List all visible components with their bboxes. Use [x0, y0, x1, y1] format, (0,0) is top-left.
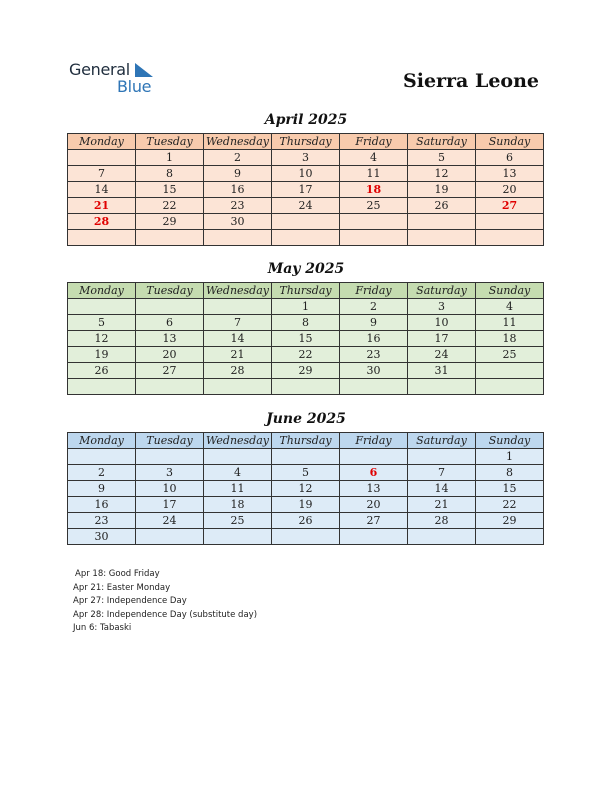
- week-row: [68, 497, 544, 513]
- day-cell: 1: [136, 150, 204, 166]
- weekday-header-sunday: Sunday: [476, 283, 544, 299]
- day-cell: 1: [272, 299, 340, 315]
- day-cell: 2: [340, 299, 408, 315]
- weekday-header-friday: Friday: [340, 283, 408, 299]
- weekday-header-saturday: Saturday: [408, 283, 476, 299]
- day-cell: 24: [272, 198, 340, 214]
- day-cell: 29: [476, 513, 544, 529]
- empty-day-cell: [408, 529, 476, 545]
- day-cell: 11: [476, 315, 544, 331]
- day-cell: 18: [340, 182, 408, 198]
- week-row: [68, 198, 544, 214]
- day-cell: 24: [408, 347, 476, 363]
- day-cell: 19: [272, 497, 340, 513]
- holiday-note: Apr 28: Independence Day (substitute day): [73, 609, 258, 620]
- calendar-may: [67, 282, 544, 395]
- day-cell: 23: [204, 198, 272, 214]
- empty-day-cell: [272, 529, 340, 545]
- day-cell: 17: [136, 497, 204, 513]
- day-cell: 26: [68, 363, 136, 379]
- day-cell: 21: [408, 497, 476, 513]
- empty-day-cell: [408, 230, 476, 246]
- day-cell: 4: [204, 465, 272, 481]
- day-cell: 20: [136, 347, 204, 363]
- country-title: Sierra Leone: [403, 70, 539, 92]
- day-cell: 16: [340, 331, 408, 347]
- day-cell: 23: [68, 513, 136, 529]
- empty-day-cell: [136, 449, 204, 465]
- empty-day-cell: [68, 230, 136, 246]
- empty-day-cell: [408, 214, 476, 230]
- day-cell: 9: [340, 315, 408, 331]
- week-row: [68, 481, 544, 497]
- week-row: [68, 363, 544, 379]
- day-cell: 26: [408, 198, 476, 214]
- day-cell: 22: [136, 198, 204, 214]
- empty-day-cell: [136, 529, 204, 545]
- day-cell: 9: [204, 166, 272, 182]
- day-cell: 6: [136, 315, 204, 331]
- weekday-header-tuesday: Tuesday: [136, 283, 204, 299]
- week-row: [68, 465, 544, 481]
- week-row: [68, 449, 544, 465]
- weekday-header-friday: Friday: [340, 433, 408, 449]
- day-cell: 30: [340, 363, 408, 379]
- month-title-may: May 2025: [267, 261, 345, 277]
- day-cell: 11: [340, 166, 408, 182]
- day-cell: 27: [136, 363, 204, 379]
- empty-day-cell: [340, 529, 408, 545]
- weekday-header-tuesday: Tuesday: [136, 134, 204, 150]
- calendar-april: [67, 133, 544, 246]
- empty-day-cell: [204, 299, 272, 315]
- weekday-header-row: [68, 283, 544, 299]
- empty-day-cell: [68, 299, 136, 315]
- weekday-header-wednesday: Wednesday: [204, 134, 272, 150]
- day-cell: 1: [476, 449, 544, 465]
- day-cell: 29: [136, 214, 204, 230]
- day-cell: 21: [68, 198, 136, 214]
- day-cell: 24: [136, 513, 204, 529]
- day-cell: 3: [408, 299, 476, 315]
- weekday-header-thursday: Thursday: [272, 433, 340, 449]
- week-row: [68, 214, 544, 230]
- week-row: [68, 166, 544, 182]
- weekday-header-thursday: Thursday: [272, 134, 340, 150]
- month-title-june: June 2025: [266, 411, 346, 427]
- day-cell: 15: [476, 481, 544, 497]
- empty-day-cell: [136, 299, 204, 315]
- empty-day-cell: [68, 150, 136, 166]
- day-cell: 18: [476, 331, 544, 347]
- day-cell: 4: [476, 299, 544, 315]
- empty-day-cell: [272, 214, 340, 230]
- day-cell: 10: [136, 481, 204, 497]
- day-cell: 13: [340, 481, 408, 497]
- empty-day-cell: [476, 363, 544, 379]
- empty-day-cell: [204, 529, 272, 545]
- day-cell: 12: [408, 166, 476, 182]
- logo-blue-text: Blue: [117, 77, 152, 96]
- week-row: [68, 230, 544, 246]
- empty-day-cell: [340, 379, 408, 395]
- empty-day-cell: [476, 230, 544, 246]
- day-cell: 20: [476, 182, 544, 198]
- day-cell: 14: [204, 331, 272, 347]
- day-cell: 13: [136, 331, 204, 347]
- day-cell: 15: [136, 182, 204, 198]
- empty-day-cell: [204, 230, 272, 246]
- week-row: [68, 315, 544, 331]
- day-cell: 25: [340, 198, 408, 214]
- empty-day-cell: [136, 379, 204, 395]
- holiday-note: Apr 21: Easter Monday: [73, 582, 171, 593]
- day-cell: 28: [408, 513, 476, 529]
- day-cell: 7: [68, 166, 136, 182]
- logo: [69, 60, 169, 100]
- day-cell: 11: [204, 481, 272, 497]
- empty-day-cell: [204, 379, 272, 395]
- empty-day-cell: [272, 230, 340, 246]
- day-cell: 9: [68, 481, 136, 497]
- weekday-header-monday: Monday: [68, 134, 136, 150]
- day-cell: 17: [272, 182, 340, 198]
- day-cell: 8: [272, 315, 340, 331]
- week-row: [68, 529, 544, 545]
- day-cell: 15: [272, 331, 340, 347]
- empty-day-cell: [340, 214, 408, 230]
- day-cell: 14: [68, 182, 136, 198]
- weekday-header-thursday: Thursday: [272, 283, 340, 299]
- day-cell: 19: [408, 182, 476, 198]
- day-cell: 22: [476, 497, 544, 513]
- day-cell: 28: [68, 214, 136, 230]
- empty-day-cell: [68, 449, 136, 465]
- holiday-notes: [73, 568, 257, 636]
- day-cell: 10: [272, 166, 340, 182]
- week-row: [68, 331, 544, 347]
- weekday-header-tuesday: Tuesday: [136, 433, 204, 449]
- day-cell: 6: [476, 150, 544, 166]
- day-cell: 16: [68, 497, 136, 513]
- week-row: [68, 182, 544, 198]
- weekday-header-wednesday: Wednesday: [204, 433, 272, 449]
- day-cell: 27: [340, 513, 408, 529]
- day-cell: 30: [68, 529, 136, 545]
- day-cell: 21: [204, 347, 272, 363]
- logo-general-text: General: [69, 60, 130, 79]
- day-cell: 23: [340, 347, 408, 363]
- calendar-june: [67, 432, 544, 545]
- week-row: [68, 347, 544, 363]
- day-cell: 6: [340, 465, 408, 481]
- weekday-header-friday: Friday: [340, 134, 408, 150]
- weekday-header-sunday: Sunday: [476, 134, 544, 150]
- day-cell: 4: [340, 150, 408, 166]
- day-cell: 18: [204, 497, 272, 513]
- day-cell: 17: [408, 331, 476, 347]
- day-cell: 5: [68, 315, 136, 331]
- day-cell: 12: [68, 331, 136, 347]
- day-cell: 5: [272, 465, 340, 481]
- day-cell: 19: [68, 347, 136, 363]
- empty-day-cell: [476, 529, 544, 545]
- weekday-header-sunday: Sunday: [476, 433, 544, 449]
- empty-day-cell: [340, 449, 408, 465]
- day-cell: 13: [476, 166, 544, 182]
- weekday-header-monday: Monday: [68, 283, 136, 299]
- empty-day-cell: [476, 214, 544, 230]
- day-cell: 10: [408, 315, 476, 331]
- day-cell: 27: [476, 198, 544, 214]
- day-cell: 3: [272, 150, 340, 166]
- week-row: [68, 299, 544, 315]
- holiday-note: Apr 18: Good Friday: [75, 569, 160, 579]
- day-cell: 8: [476, 465, 544, 481]
- weekday-header-wednesday: Wednesday: [204, 283, 272, 299]
- empty-day-cell: [476, 379, 544, 395]
- day-cell: 28: [204, 363, 272, 379]
- day-cell: 7: [408, 465, 476, 481]
- empty-day-cell: [272, 379, 340, 395]
- day-cell: 26: [272, 513, 340, 529]
- week-row: [68, 379, 544, 395]
- empty-day-cell: [340, 230, 408, 246]
- holiday-note: Apr 27: Independence Day: [73, 596, 187, 606]
- day-cell: 7: [204, 315, 272, 331]
- weekday-header-saturday: Saturday: [408, 134, 476, 150]
- empty-day-cell: [408, 449, 476, 465]
- day-cell: 29: [272, 363, 340, 379]
- weekday-header-row: [68, 433, 544, 449]
- day-cell: 16: [204, 182, 272, 198]
- day-cell: 2: [204, 150, 272, 166]
- empty-day-cell: [68, 379, 136, 395]
- day-cell: 8: [136, 166, 204, 182]
- day-cell: 5: [408, 150, 476, 166]
- week-row: [68, 513, 544, 529]
- weekday-header-saturday: Saturday: [408, 433, 476, 449]
- weekday-header-monday: Monday: [68, 433, 136, 449]
- day-cell: 31: [408, 363, 476, 379]
- week-row: [68, 150, 544, 166]
- day-cell: 25: [476, 347, 544, 363]
- weekday-header-row: [68, 134, 544, 150]
- day-cell: 14: [408, 481, 476, 497]
- empty-day-cell: [136, 230, 204, 246]
- day-cell: 12: [272, 481, 340, 497]
- holiday-note: Jun 6: Tabaski: [73, 623, 132, 633]
- day-cell: 3: [136, 465, 204, 481]
- day-cell: 20: [340, 497, 408, 513]
- day-cell: 22: [272, 347, 340, 363]
- month-title-april: April 2025: [264, 112, 348, 128]
- empty-day-cell: [408, 379, 476, 395]
- day-cell: 30: [204, 214, 272, 230]
- day-cell: 2: [68, 465, 136, 481]
- empty-day-cell: [204, 449, 272, 465]
- empty-day-cell: [272, 449, 340, 465]
- day-cell: 25: [204, 513, 272, 529]
